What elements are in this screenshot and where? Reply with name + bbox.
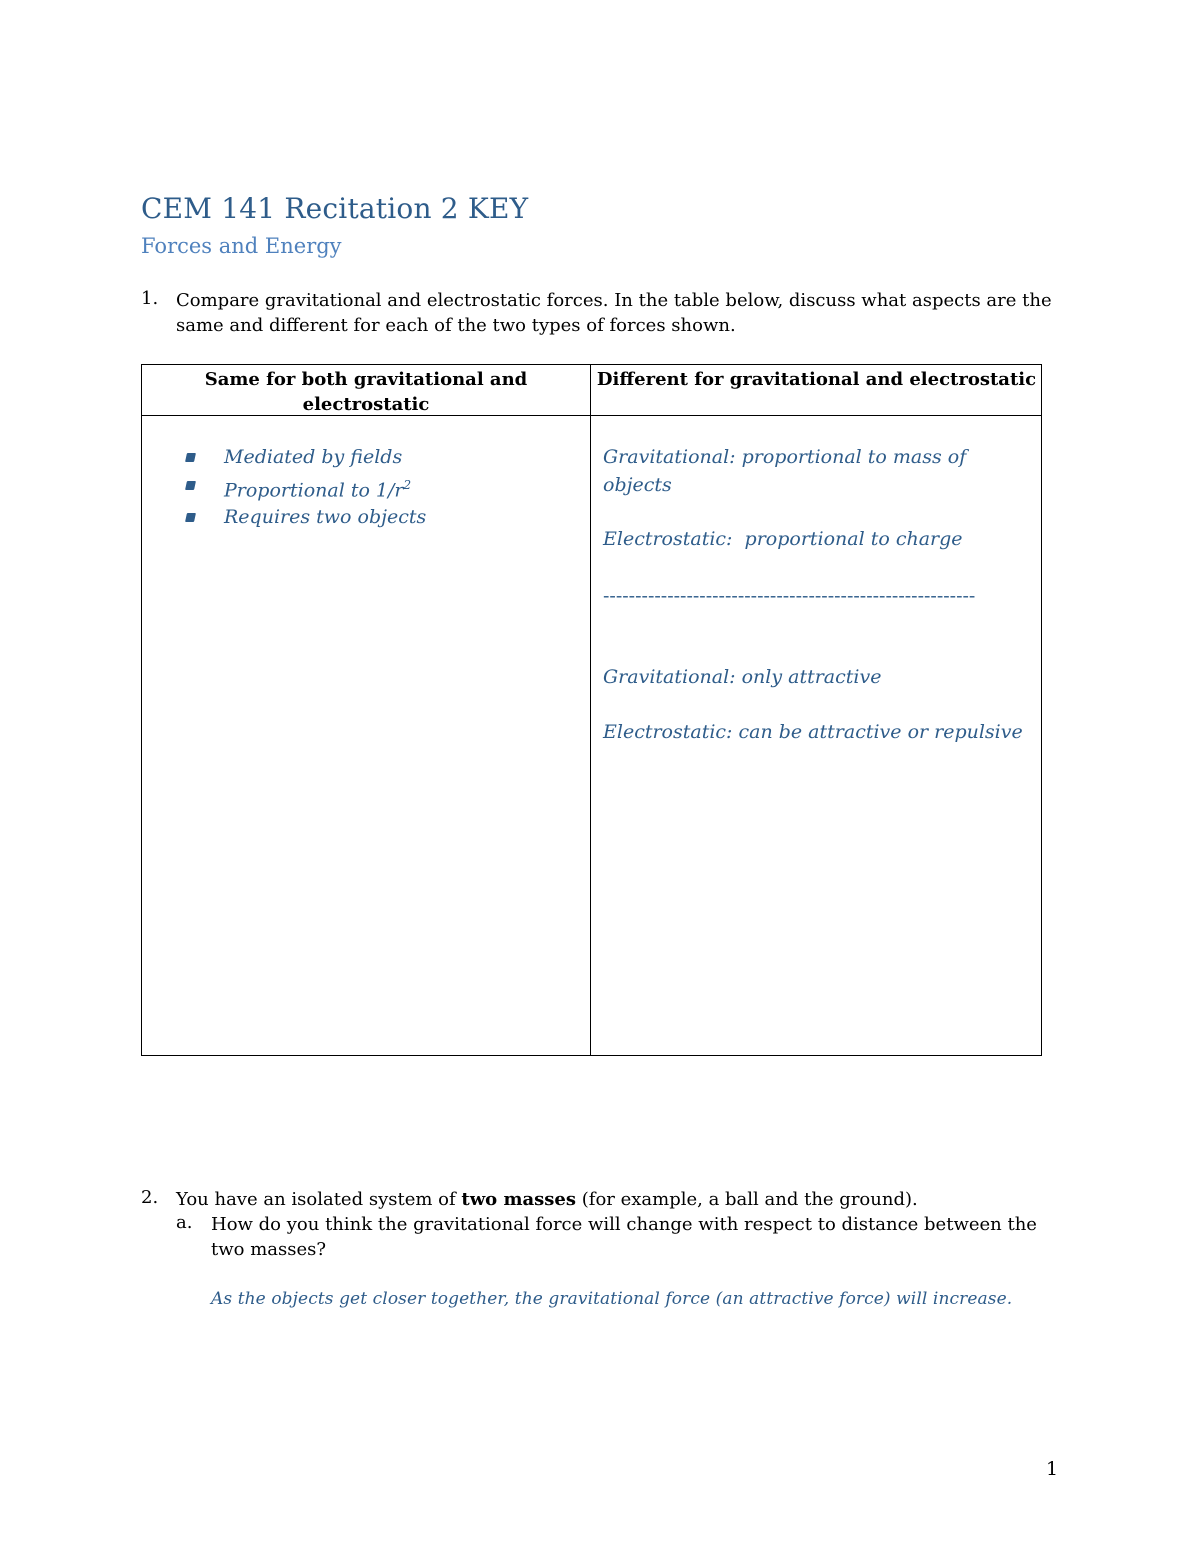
question-2-number: 2. (141, 1187, 159, 1208)
comparison-table (141, 364, 1042, 1056)
bullet-icon (185, 481, 196, 490)
question-2-text-end: (for example, a ball and the ground). (576, 1189, 918, 1210)
question-1-number: 1. (141, 288, 159, 309)
page-number: 1 (1046, 1458, 1059, 1480)
bullet-icon (185, 513, 196, 522)
document-subtitle: Forces and Energy (141, 234, 342, 258)
question-2a-text: How do you think the gravitational force will change with respect to distance between the two masses? (211, 1214, 1037, 1260)
bullet-icon (185, 453, 196, 462)
different-item-electrostatic-charge: Electrostatic: proportional to charge (603, 528, 963, 550)
question-2a-answer: As the objects get closer together, the gravitational force (an attractive force) will increase. (211, 1289, 1013, 1309)
table-header-same: Same for both gravitational and electrostatic (204, 369, 528, 415)
list-item (186, 444, 426, 472)
table-column-divider (590, 365, 591, 1055)
question-2-bold-text: two masses (461, 1189, 577, 1210)
question-2a-letter: a. (176, 1212, 193, 1233)
list-item-text: Proportional to 1/r (224, 478, 404, 501)
list-item (186, 472, 426, 505)
dashed-separator: ---------------------------------------------------------- (603, 585, 976, 607)
superscript: 2 (403, 477, 412, 492)
different-item-electrostatic-repulsive: Electrostatic: can be attractive or repulsive (603, 721, 1023, 743)
question-2-text (176, 1187, 1056, 1212)
different-item-gravitational-mass: Gravitational: proportional to mass of objects (603, 446, 967, 496)
list-item-text: Mediated by fields (224, 446, 403, 468)
list-item-text: Requires two objects (224, 506, 427, 529)
question-2-text-start: You have an isolated system of (176, 1189, 462, 1210)
same-list (186, 444, 426, 532)
document-title: CEM 141 Recitation 2 KEY (141, 192, 529, 225)
question-1-text: Compare gravitational and electrostatic forces. In the table below, discuss what aspects are the same and different for each of the two types of forces shown. (176, 290, 1052, 336)
table-header-different: Different for gravitational and electrostatic (596, 369, 1037, 390)
different-item-gravitational-attractive: Gravitational: only attractive (603, 666, 882, 688)
list-item (186, 504, 426, 532)
